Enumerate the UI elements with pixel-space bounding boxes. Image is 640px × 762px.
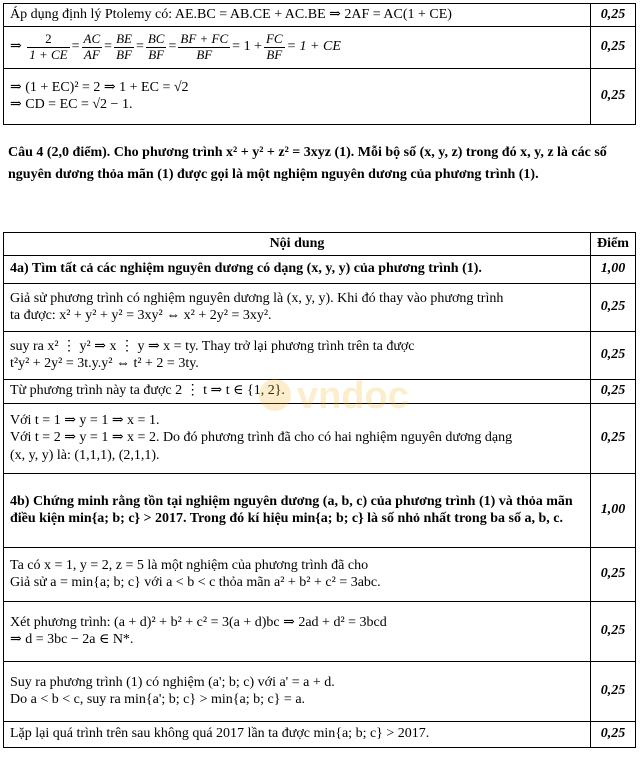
row-line: Suy ra phương trình (1) có nghiệm (a'; b; c) với a' = a + d. (10, 674, 335, 690)
row-line: ⇒ (1 + EC)² = 2 ⇒ 1 + EC = √2 (10, 79, 189, 95)
content-cell (4, 721, 591, 747)
math-text: = 1 + (232, 39, 262, 55)
row-line: Giả sử phương trình có nghiệm nguyên dương là (x, y, y). Khi đó thay vào phương trình (10, 290, 504, 306)
part-4a-title: 4a) Tìm tất cả các nghiệm nguyên dương có dạng (x, y, y) của phương trình (1). (4, 255, 591, 283)
row-line: Lặp lại quá trình trên sau không quá 2017 lần ta được min{a; b; c} > 2017. (10, 726, 430, 742)
denominator: 1 + CE (29, 46, 68, 62)
point-cell: 0,25 (591, 283, 636, 331)
content-cell (4, 331, 591, 379)
point-cell: 0,25 (591, 403, 636, 473)
point-cell: 0,25 (591, 331, 636, 379)
row-line: Từ phương trình này ta được 2 ⋮ t ⇒ t ∈ {1, 2}. (10, 383, 285, 399)
fraction (264, 32, 285, 62)
row-line: Ta có x = 1, y = 2, z = 5 là một nghiệm của phương trình đã cho (10, 557, 369, 573)
content-cell (4, 379, 591, 403)
content-cell (4, 547, 591, 601)
denominator: BF (196, 46, 213, 62)
implies-symbol: ⇒ (10, 39, 22, 55)
row-line: suy ra x² ⋮ y² ⇒ x ⋮ y ⇒ x = ty. Thay trở lại phương trình trên ta được (10, 338, 415, 354)
point-cell: 0,25 (591, 601, 636, 661)
numerator: AC (83, 31, 101, 47)
fraction (146, 32, 167, 62)
point-cell: 0,25 (591, 68, 636, 124)
denominator: BF (266, 46, 283, 62)
row-line: Giả sử a = min{a; b; c} với a < b < c thỏa mãn a² + b² + c² = 3abc. (10, 575, 381, 590)
watermark-text: vndoc (297, 375, 409, 417)
denominator: AF (83, 46, 100, 62)
row-line: (x, y, y) là: (1,1,1), (2,1,1). (10, 447, 160, 463)
header-content: Nội dung (4, 233, 591, 256)
point-cell: 0,25 (591, 26, 636, 68)
row-line: Do a < b < c, suy ra min{a'; b; c} > min{a; b; c} = a. (10, 692, 306, 707)
point-cell: 0,25 (591, 721, 636, 747)
row-line: Với t = 1 ⇒ y = 1 ⇒ x = 1. (10, 412, 160, 428)
point-cell: 0,25 (591, 379, 636, 403)
point-cell: 0,25 (591, 547, 636, 601)
content-cell (4, 601, 591, 661)
part-4b-title: 4b) Chứng minh rằng tồn tại nghiệm nguyên dương (a, b, c) của phương trình (1) và thỏa mãn điều kiện min{a; b; c} > 2017. Trong đó kí hiệu min{a; b; c} là số nhỏ nhất trong ba số a, b, c. (4, 473, 591, 547)
row-line: t²y² + 2y² = 3t.y.y² ⇔ t² + 2 = 3ty. (10, 356, 199, 371)
fraction (114, 32, 134, 62)
answer-table-part3 (3, 3, 636, 125)
point-cell: 0,25 (591, 661, 636, 721)
row-line: ⇒ CD = EC = √2 − 1. (10, 97, 133, 112)
content-cell (4, 661, 591, 721)
point-cell: 1,00 (591, 255, 636, 283)
math-text: = 1 + CE (286, 39, 341, 55)
row-line: ta được: x² + y² + y² = 3xy² ⇔ x² + 2y² = 3xy². (10, 308, 272, 323)
fraction (178, 32, 230, 62)
denominator: BF (148, 46, 165, 62)
row-line: ⇒ d = 3bc − 2a ∈ N*. (10, 632, 134, 647)
numerator: BF + FC (180, 31, 229, 47)
row-text: Áp dụng định lý Ptolemy có: AE.BC = AB.CE + AC.BE ⇒ 2AF = AC(1 + CE) (10, 7, 452, 22)
content-cell (4, 4, 591, 27)
denominator: BF (116, 46, 132, 62)
header-point: Điểm (591, 233, 636, 256)
point-cell: 1,00 (591, 473, 636, 547)
numerator: BC (147, 31, 165, 47)
row-line: Với t = 2 ⇒ y = 1 ⇒ x = 2. Do đó phương trình đã cho có hai nghiệm nguyên dương dạng (10, 430, 513, 446)
answer-table-question4 (3, 232, 636, 748)
fraction (27, 32, 69, 62)
numerator: FC (265, 31, 283, 47)
content-cell (4, 68, 591, 124)
question-4-statement: Câu 4 (2,0 điểm). Cho phương trình x² + y² + z² = 3xyz (1). Mỗi bộ số (x, y, z) trong đó x, y, z là các số nguyên dương thỏa mãn (1) được gọi là một nghiệm nguyên dương của phương trình (1). (8, 145, 607, 182)
row-line: Xét phương trình: (a + d)² + b² + c² = 3(a + d)bc ⇒ 2ad + d² = 3bcd (10, 614, 387, 630)
numerator: BE (116, 31, 132, 47)
content-cell (4, 403, 591, 473)
numerator: 2 (27, 32, 69, 47)
content-cell (4, 283, 591, 331)
point-cell: 0,25 (591, 4, 636, 27)
fraction (82, 32, 103, 62)
content-cell: ⇒ $\frac{2}{1 + CE}$ = $\frac{AC}{AF}$ = $\frac{BE}{BF}$ = $\frac{BC}{BF}$ = $\frac{BF + FC}{BF}$ = 1 + $\frac{FC}{BF}$ = 1 + CE (4, 26, 591, 68)
